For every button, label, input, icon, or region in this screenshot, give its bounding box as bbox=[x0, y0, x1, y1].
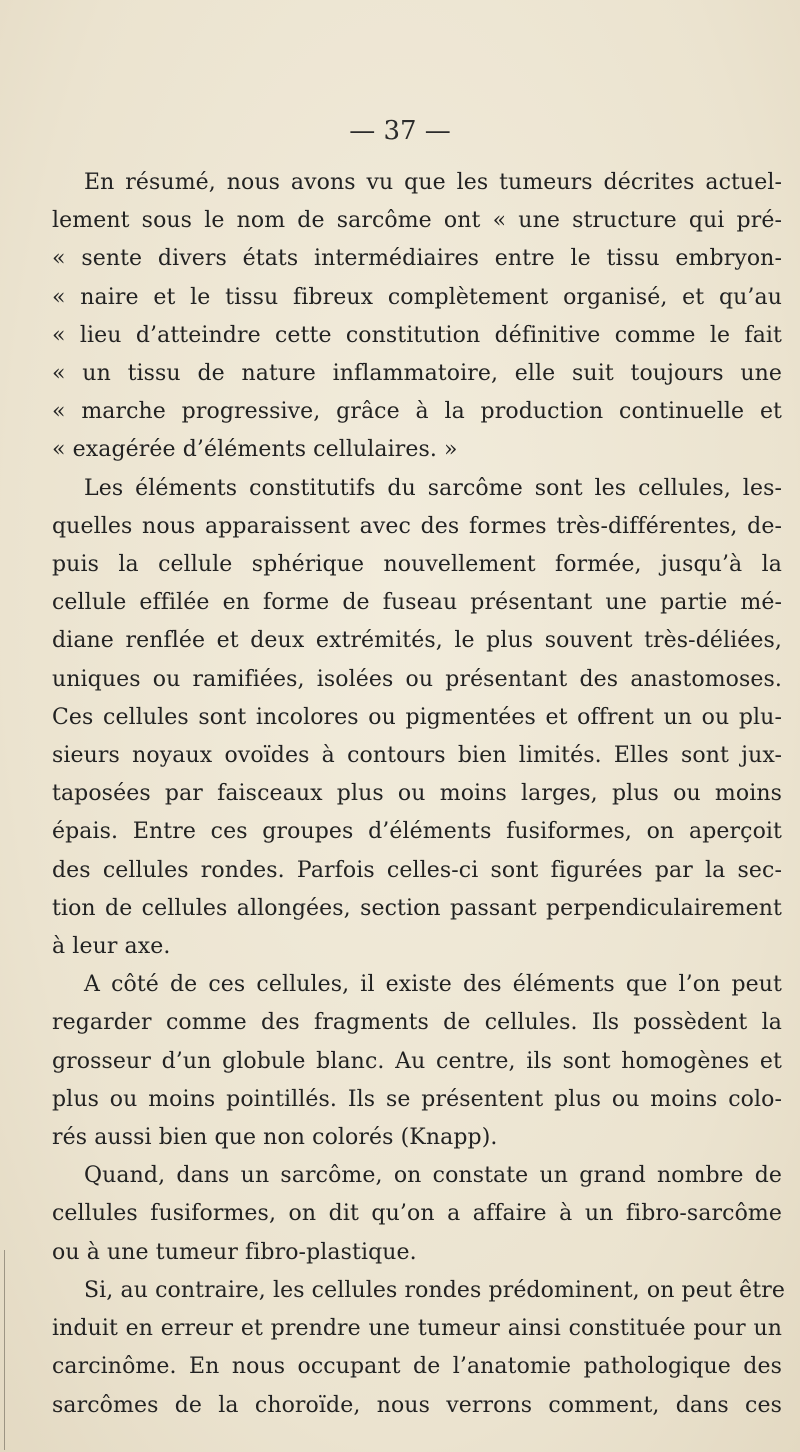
text-line: sarcômes de la choroïde, nous verrons comment, dans ces bbox=[52, 1392, 782, 1418]
text-line: cellule effilée en forme de fuseau présentant une partie mé- bbox=[52, 590, 782, 616]
text-line: « un tissu de nature inflammatoire, elle suit toujours une bbox=[52, 361, 782, 387]
text-line: des cellules rondes. Parfois celles-ci sont figurées par la sec- bbox=[52, 857, 782, 883]
text-line: rés aussi bien que non colorés (Knapp). bbox=[52, 1125, 498, 1151]
text-line: Quand, dans un sarcôme, on constate un grand nombre de bbox=[84, 1163, 782, 1189]
text-line: épais. Entre ces groupes d’éléments fusiformes, on aperçoit bbox=[52, 819, 782, 845]
text-line: taposées par faisceaux plus ou moins larges, plus ou moins bbox=[52, 781, 782, 807]
text-line: cellules fusiformes, on dit qu’on a affaire à un fibro-sarcôme bbox=[52, 1201, 782, 1227]
text-line: A côté de ces cellules, il existe des éléments que l’on peut bbox=[84, 972, 782, 998]
text-line: puis la cellule sphérique nouvellement formée, jusqu’à la bbox=[52, 552, 782, 578]
text-line: regarder comme des fragments de cellules. Ils possèdent la bbox=[52, 1010, 782, 1036]
body-text bbox=[52, 164, 785, 1425]
text-line: Ces cellules sont incolores ou pigmentées et offrent un ou plu- bbox=[52, 704, 782, 730]
page-number: — 37 — bbox=[349, 116, 451, 146]
text-line: lement sous le nom de sarcôme ont « une structure qui pré- bbox=[52, 208, 782, 234]
text-line: En résumé, nous avons vu que les tumeurs décrites actuel- bbox=[84, 170, 782, 195]
text-line: induit en erreur et prendre une tumeur ainsi constituée pour un bbox=[52, 1316, 782, 1342]
margin-rule bbox=[4, 1250, 5, 1450]
text-line: « sente divers états intermédiaires entre le tissu embryon- bbox=[52, 246, 782, 272]
text-line: quelles nous apparaissent avec des formes très-différentes, de- bbox=[52, 513, 782, 539]
text-line: sieurs noyaux ovoïdes à contours bien limités. Elles sont jux- bbox=[52, 743, 782, 769]
text-line: diane renflée et deux extrémités, le plus souvent très-déliées, bbox=[52, 628, 782, 654]
text-line: « naire et le tissu fibreux complètement organisé, et qu’au bbox=[52, 284, 782, 310]
text-line: ou à une tumeur fibro-plastique. bbox=[52, 1239, 417, 1265]
text-line: « marche progressive, grâce à la production continuelle et bbox=[52, 399, 782, 425]
text-line: uniques ou ramifiées, isolées ou présentant des anastomoses. bbox=[52, 666, 782, 692]
text-line: grosseur d’un globule blanc. Au centre, ils sont homogènes et bbox=[52, 1048, 782, 1074]
text-line: « lieu d’atteindre cette constitution définitive comme le fait bbox=[52, 322, 782, 348]
text-line: « exagérée d’éléments cellulaires. » bbox=[52, 437, 458, 463]
text-line: Les éléments constitutifs du sarcôme sont les cellules, les- bbox=[84, 475, 782, 501]
text-line: Si, au contraire, les cellules rondes prédominent, on peut être bbox=[84, 1277, 785, 1303]
text-line: plus ou moins pointillés. Ils se présentent plus ou moins colo- bbox=[52, 1086, 782, 1112]
text-line: tion de cellules allongées, section passant perpendiculairement bbox=[52, 895, 782, 921]
text-line: carcinôme. En nous occupant de l’anatomie pathologique des bbox=[52, 1354, 782, 1380]
text-line: à leur axe. bbox=[52, 934, 171, 960]
